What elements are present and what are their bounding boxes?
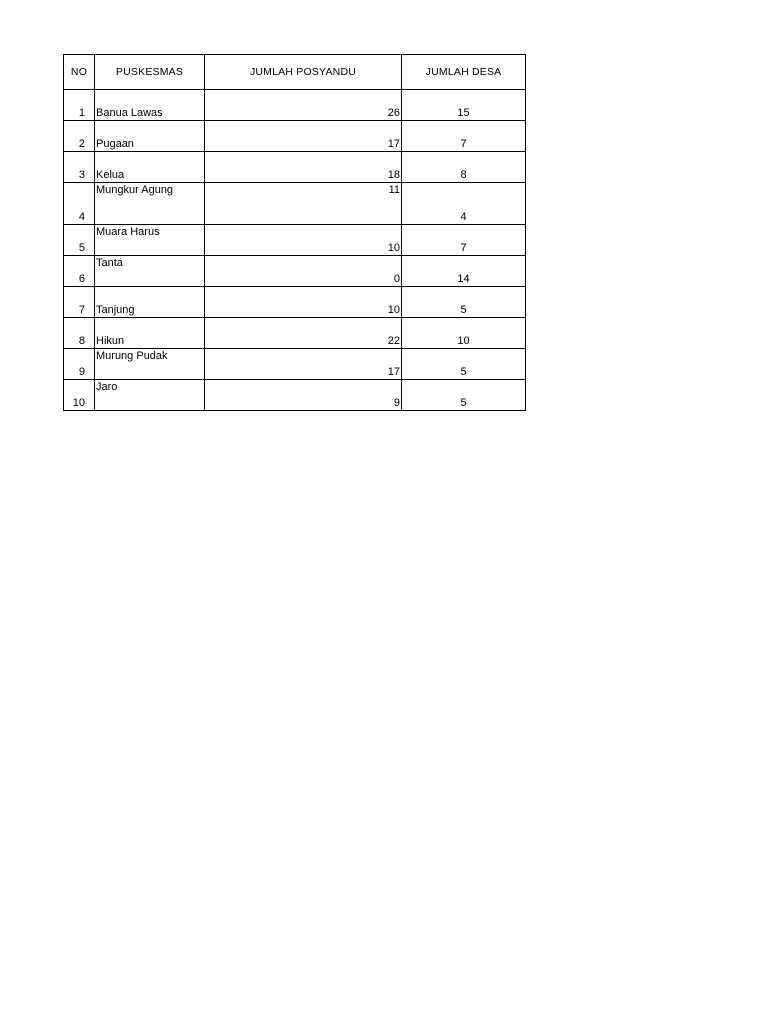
cell-jumlah-desa: 4 <box>402 183 526 225</box>
table-row <box>64 183 526 225</box>
cell-no: 10 <box>64 380 95 411</box>
cell-jumlah-posyandu: 9 <box>205 380 402 411</box>
cell-jumlah-posyandu: 18 <box>205 152 402 183</box>
cell-no: 9 <box>64 349 95 380</box>
header-no: NO <box>64 55 95 90</box>
cell-puskesmas: Tanta <box>95 256 205 287</box>
cell-no: 5 <box>64 225 95 256</box>
table-row <box>64 318 526 349</box>
cell-jumlah-desa: 7 <box>402 121 526 152</box>
cell-puskesmas: Jaro <box>95 380 205 411</box>
table-row <box>64 225 526 256</box>
header-puskesmas: PUSKESMAS <box>95 55 205 90</box>
table-row <box>64 152 526 183</box>
cell-jumlah-posyandu: 11 <box>205 183 402 225</box>
cell-no: 8 <box>64 318 95 349</box>
cell-jumlah-posyandu: 17 <box>205 349 402 380</box>
cell-puskesmas: Murung Pudak <box>95 349 205 380</box>
cell-jumlah-desa: 8 <box>402 152 526 183</box>
posyandu-table <box>63 54 526 411</box>
cell-jumlah-desa: 14 <box>402 256 526 287</box>
cell-puskesmas: Tanjung <box>95 287 205 318</box>
cell-jumlah-posyandu: 26 <box>205 90 402 121</box>
cell-jumlah-posyandu: 22 <box>205 318 402 349</box>
table-row <box>64 121 526 152</box>
cell-jumlah-desa: 7 <box>402 225 526 256</box>
cell-jumlah-desa: 5 <box>402 287 526 318</box>
cell-jumlah-posyandu: 0 <box>205 256 402 287</box>
cell-no: 2 <box>64 121 95 152</box>
cell-no: 3 <box>64 152 95 183</box>
table-row <box>64 287 526 318</box>
cell-jumlah-desa: 5 <box>402 349 526 380</box>
cell-no: 4 <box>64 183 95 225</box>
cell-jumlah-posyandu: 10 <box>205 225 402 256</box>
cell-puskesmas: Pugaan <box>95 121 205 152</box>
cell-jumlah-desa: 5 <box>402 380 526 411</box>
cell-puskesmas: Hikun <box>95 318 205 349</box>
header-jumlah-posyandu: JUMLAH POSYANDU <box>205 55 402 90</box>
table-row <box>64 90 526 121</box>
table-header-row <box>64 55 526 90</box>
cell-puskesmas: Banua Lawas <box>95 90 205 121</box>
cell-no: 7 <box>64 287 95 318</box>
cell-no: 1 <box>64 90 95 121</box>
cell-puskesmas: Mungkur Agung <box>95 183 205 225</box>
cell-puskesmas: Kelua <box>95 152 205 183</box>
cell-no: 6 <box>64 256 95 287</box>
cell-puskesmas: Muara Harus <box>95 225 205 256</box>
cell-jumlah-posyandu: 10 <box>205 287 402 318</box>
cell-jumlah-desa: 15 <box>402 90 526 121</box>
table-row <box>64 256 526 287</box>
table-row <box>64 380 526 411</box>
header-jumlah-desa: JUMLAH DESA <box>402 55 526 90</box>
table-row <box>64 349 526 380</box>
cell-jumlah-posyandu: 17 <box>205 121 402 152</box>
cell-jumlah-desa: 10 <box>402 318 526 349</box>
